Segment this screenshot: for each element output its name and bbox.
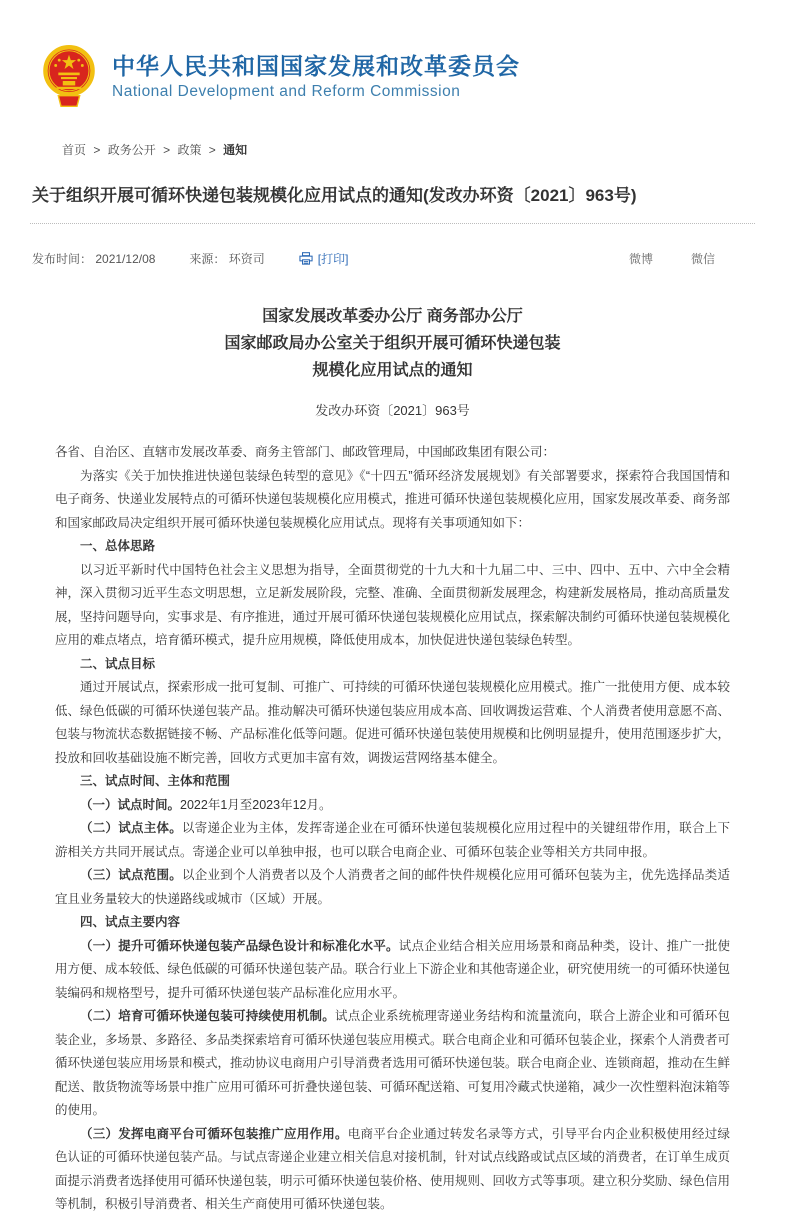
printer-icon — [299, 252, 313, 265]
doc-section-heading: 三、试点时间、主体和范围 — [80, 774, 231, 789]
breadcrumb — [30, 141, 755, 158]
doc-paragraph: （一）提升可循环快递包装产品绿色设计和标准化水平。试点企业结合相关应用场景和商品种类，设计、推广一批使用方便、成本较低、绿色低碳的可循环快递包装产品。联合行业上下游企业和其他寄递企业，研究使用统一的可循环快递包装编码和规格型号，提升可循环快递包装产品标准化应用水平。 — [55, 938, 731, 1000]
article-meta — [30, 250, 755, 267]
publish-time-label: 发布时间： — [32, 251, 93, 266]
breadcrumb-separator: > — [163, 143, 171, 157]
site-title-cn: 中华人民共和国国家发展和改革委员会 — [112, 53, 520, 80]
doc-paragraph: 为落实《关于加快推进快递包装绿色转型的意见》《“十四五”循环经济发展规划》有关部署要求，探索符合我国国情和电子商务、快递业发展特点的可循环快递包装规模化应用模式，推进可循环快递包装规模化应用，国家发展改革委、商务部和国家邮政局决定组织开展可循环快递包装规模化应用试点。现将有关事项通知如下： — [55, 468, 731, 530]
doc-paragraph: 通过开展试点，探索形成一批可复制、可推广、可持续的可循环快递包装规模化应用模式。推广一批使用方便、成本较低、绿色低碳的可循环快递包装产品。推动解决可循环快递包装应用成本高、回收调拨运营难、个人消费者使用意愿不高、包装与物流状态数据链接不畅、产品标准化低等问题。促进可循环快递包装使用规模和比例明显提升，使用范围逐步扩大，投放和回收基础设施不断完善，回收方式更加丰富有效，调拨运营网络基本健全。 — [55, 680, 731, 765]
site-title-en: National Development and Reform Commission — [112, 82, 461, 100]
publish-time-value: 2021/12/08 — [95, 251, 156, 266]
doc-section-heading: 二、试点目标 — [80, 656, 156, 671]
source-value: 环资司 — [228, 251, 265, 266]
breadcrumb-notice-current: 通知 — [223, 143, 248, 157]
share-links — [629, 250, 715, 267]
breadcrumb-policy[interactable]: 政策 — [177, 143, 202, 157]
doc-paragraph: （二）试点主体。以寄递企业为主体，发挥寄递企业在可循环快递包装规模化应用过程中的关键纽带作用，联合上下游相关方共同开展试点。寄递企业可以单独申报，也可以联合电商企业、可循环包装企业等相关方共同申报。 — [55, 821, 730, 859]
print-label: [打印] — [317, 251, 349, 266]
document-title — [30, 303, 755, 385]
doc-paragraph: （一）试点时间。2022年1月至2023年12月。 — [80, 797, 332, 812]
doc-paragraph: （二）培育可循环快递包装可持续使用机制。试点企业系统梳理寄递业务结构和流量流向，联合上游企业和可循环包装企业，多场景、多路径、多品类探索培育可循环快递包装应用模式。联合电商企业和可循环包装企业，探索个人消费者可循环快递包装应用场景和模式，推动协议电商用户引导消费者选用可循环快递包装。联合电商企业、连锁商超，推动在生鲜配送、散货物流等场景中推广应用可循环可折叠快递包装、可循环配送箱、可复用冷藏式快递箱，减少一次性塑料泡沫箱等的使用。 — [55, 1009, 731, 1118]
doc-paragraphs — [30, 441, 755, 1217]
source-label: 来源： — [189, 251, 226, 266]
print-button[interactable] — [299, 250, 349, 267]
document-number: 发改办环资〔2021〕963号 — [315, 403, 470, 419]
breadcrumb-home[interactable]: 首页 — [62, 143, 87, 157]
publish-time — [32, 250, 155, 267]
doc-paragraph: 各省、自治区、直辖市发展改革委、商务主管部门、邮政管理局，中国邮政集团有限公司： — [55, 445, 556, 460]
page-title: 关于组织开展可循环快递包装规模化应用试点的通知(发改办环资〔2021〕963号) — [32, 186, 637, 205]
doc-section-heading: 四、试点主要内容 — [80, 915, 181, 930]
doc-paragraph: （三）试点范围。以企业到个人消费者以及个人消费者之间的邮件快件规模化应用可循环包装为主，优先选择品类适宜且业务量较大的快递路线或城市（区域）开展。 — [55, 868, 730, 906]
document-title-line: 规模化应用试点的通知 — [312, 362, 473, 380]
document-body — [30, 303, 755, 1217]
breadcrumb-separator: > — [93, 143, 101, 157]
doc-paragraph: 以习近平新时代中国特色社会主义思想为指导，全面贯彻党的十九大和十九届二中、三中、四中、五中、六中全会精神，深入贯彻习近平生态文明思想，立足新发展阶段，完整、准确、全面贯彻新发展理念，构建新发展格局，推动高质量发展，坚持问题导向，实事求是、有序推进，通过开展可循环快递包装规模化应用试点，探索解决制约可循环快递包装规模化应用的难点堵点，培育循环模式，提升应用规模，降低使用成本，加快促进快递包装绿色转型。 — [55, 562, 731, 648]
breadcrumb-separator: > — [208, 143, 216, 157]
china-national-emblem-icon — [40, 45, 98, 109]
share-weibo-button[interactable]: 微博 — [628, 251, 653, 266]
document-title-line: 国家邮政局办公室关于组织开展可循环快递包装 — [224, 334, 561, 352]
header-titles — [112, 53, 520, 101]
title-divider — [30, 223, 755, 224]
source — [189, 250, 264, 267]
doc-paragraph: （三）发挥电商平台可循环包装推广应用作用。电商平台企业通过转发名录等方式，引导平台内企业积极使用经过绿色认证的可循环快递包装产品。与试点寄递企业建立相关信息对接机制，针对试点线路或试点区域的消费者，在订单生成页面提示消费者选择使用可循环快递包装，明示可循环快递包装价格、使用规则、回收方式等事项。建立积分奖励、绿色信用等机制，积极引导消费者、相关生产商使用可循环快递包装。 — [55, 1126, 731, 1212]
share-wechat-button[interactable]: 微信 — [690, 251, 715, 266]
site-header — [30, 0, 755, 109]
doc-section-heading: 一、总体思路 — [80, 539, 156, 554]
breadcrumb-gov-affairs[interactable]: 政务公开 — [107, 143, 156, 157]
document-title-line: 国家发展改革委办公厅 商务部办公厅 — [262, 307, 523, 325]
